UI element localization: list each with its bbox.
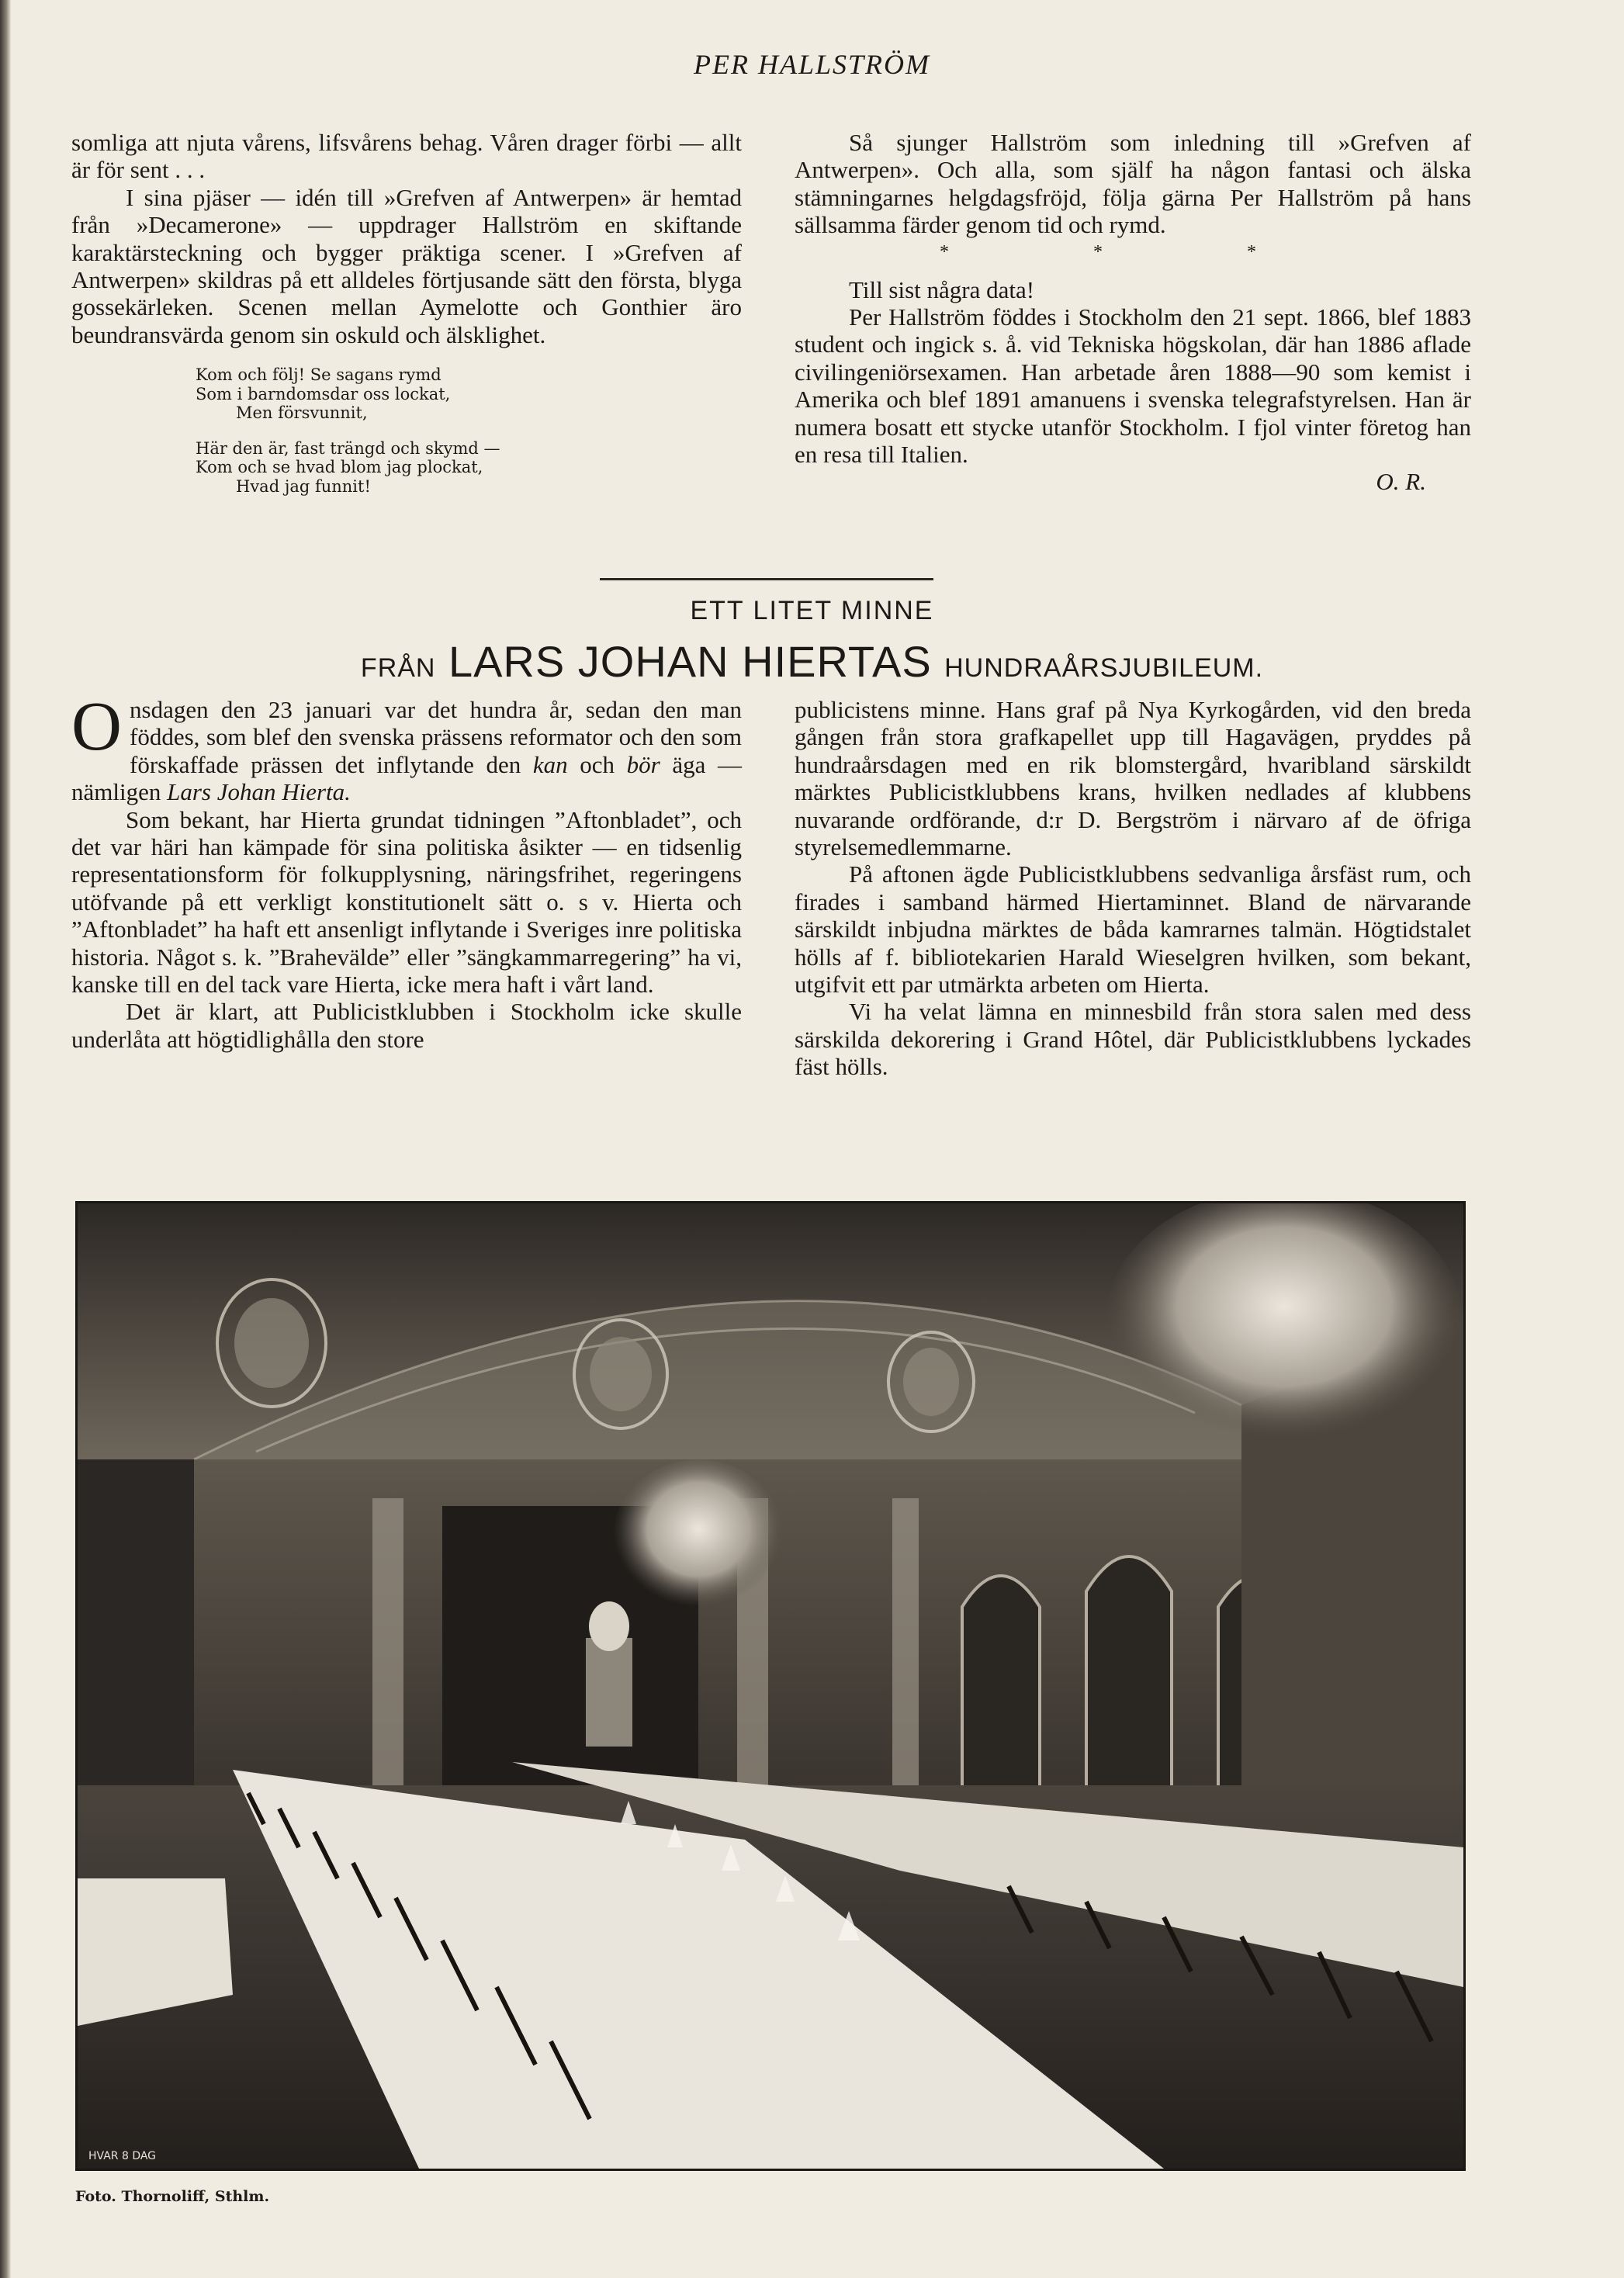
text-run-italic: kan [532,750,568,778]
paragraph: På aftonen ägde Publicistklubbens sedvanliga årsfäst rum, och firades i samband härmed Hiertaminnet. Bland de närvarande särskildt inbjudna märktes de båda kamrarnes talmän. Högtidstalet hölls af f. bibliotekarien Harald Wieselgren hvilken, som bekant, utgifvit ett par utmärkta arbeten om Hierta. [795,860,1471,999]
paragraph: publicistens minne. Hans graf på Nya Kyrkogården, vid den breda gången från stora grafkapellet upp till Hagavägen, pryddes på hundraårsdagen med en rik blomstergård, hvaribland särskildt märktes Publicistklubbens krans, hvilken nedlades af klubbens nuvarande ordförande, d:r D. Bergström i närvaro af de öfriga styrelsemedlemmarne. [795,696,1471,861]
text-run: äga — nämligen [71,750,742,806]
poem-stanza [196,365,742,423]
author-signature: O. R. [1376,468,1426,496]
banquet-hall-photo [75,1201,1466,2171]
poem-line: Som i barndomsdar oss lockat, [196,384,451,403]
section-divider-stars: * * * [940,241,1326,262]
top-right-column [795,129,1471,496]
poem-line: Hvad jag funnit! [236,476,371,496]
poem-stanza [196,439,742,497]
text-run-italic: bör [626,750,660,778]
paragraph: somliga att njuta vårens, lifsvårens behag. Våren drager förbi — allt är för sent . . . [71,129,742,184]
banquet-hall-illustration [78,1203,1463,2169]
paragraph: Som bekant, har Hierta grundat tidningen ”Aftonbladet”, och det var häri han kämpade för sina politiska åsikter — en tidsenlig representationsform för folkupplysning, näringsfrihet, regeringens utöfvande på ett verkligt konstitutionelt sätt o. s v. Hierta och ”Aftonbladet” ha haft ett ansenligt inflytande i Sveriges inre politiska historia. Något s. k. ”Brahevälde” eller ”sängkammarregering” ha vi, kanske till en del tack vare Hierta, icke mera haft i vårt land. [71,805,742,999]
paragraph: Vi ha velat lämna en minnesbild från stora salen med dess särskilda dekorering i Grand Hôtel, där Publicistklubbens lyckades fäst hölls. [795,998,1471,1081]
title-suffix: HUNDRAÅRSJUBILEUM. [944,653,1264,683]
section-rule [600,578,933,580]
poem-line: Här den är, fast trängd och skymd — [196,438,500,458]
poem-excerpt [196,365,742,496]
person-name-italic: Lars Johan Hierta. [167,778,351,806]
running-head: PER HALLSTRÖM [694,49,930,80]
drop-cap: O [71,688,122,765]
text-run: och [567,750,627,778]
paragraph: I sina pjäser — idén till »Grefven af Antwerpen» är hemtad från »Decamerone» — uppdrager Hallström en skiftande karaktärsteckning och bygger präktiga scener. I »Grefven af Antwerpen» skildras på ett alldeles förtjusande sätt den första, blyga gossekärleken. Scenen mellan Aymelotte och Gonthier äro beundransvärda genom sin oskuld och älsklighet. [71,183,742,348]
photo-credit: Foto. Thornoliff, Sthlm. [75,2188,270,2205]
engraver-mark: HVAR 8 DAG [88,2150,157,2162]
poem-line: Men försvunnit, [236,403,368,423]
article-title [0,636,1624,687]
paragraph [71,688,742,806]
top-left-column [71,129,742,512]
article-kicker: ETT LITET MINNE [690,596,934,625]
bottom-right-column [795,696,1471,1081]
paragraph: Så sjunger Hallström som inledning till »Grefven af Antwerpen». Och alla, som själf ha någon fantasi och älska stämningarnes helgdagsfröjd, följa gärna Per Hallström på hans sällsamma färder genom tid och rymd. [795,129,1471,239]
poem-line: Kom och följ! Se sagans rymd [196,365,441,385]
title-name: LARS JOHAN HIERTAS [448,637,932,686]
paragraph: Till sist några data! [849,275,1035,303]
paragraph: Per Hallström föddes i Stockholm den 21 sept. 1866, blef 1883 student och ingick s. å. vid Tekniska högskolan, där han 1886 aflade civilingeniörsexamen. Han arbetade åren 1888—90 som kemist i Amerika och blef 1891 amanuens i svenska telegrafstyrelsen. Han är numera bosatt ett stycke utanför Stockholm. I fjol vinter företog han en resa till Italien. [795,303,1471,469]
bottom-left-column [71,688,742,1053]
title-prefix: FRÅN [360,653,436,683]
page-spine-shadow [0,0,11,2278]
text-run: nsdagen den 23 januari var det hundra år, sedan den man föddes, som blef den svenska prässens reformator och den som förskaffade prässen det inflytande den [130,696,742,778]
poem-line: Kom och se hvad blom jag plockat, [196,458,483,477]
paragraph: Det är klart, att Publicistklubben i Stockholm icke skulle underlåta att högtidlighålla den store [71,998,742,1053]
